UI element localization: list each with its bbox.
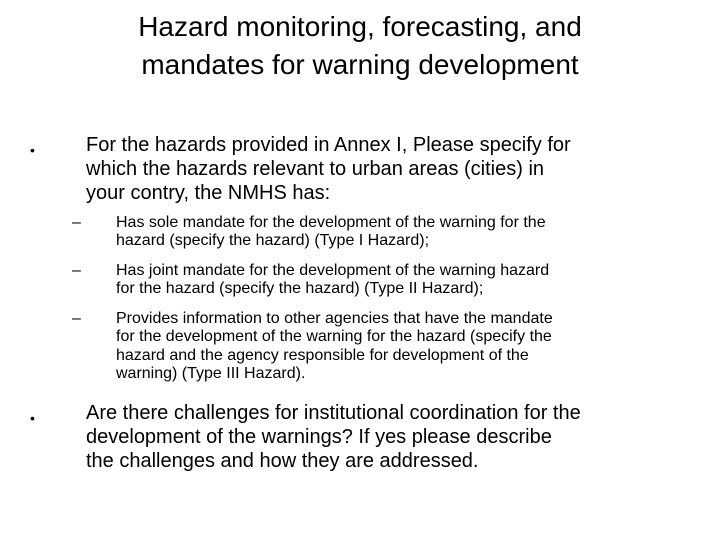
bullet-marker: • — [30, 142, 35, 158]
sub-bullet-text — [116, 262, 706, 299]
bullet-text-line: the challenges and how they are addressed. — [86, 450, 479, 472]
sub-bullet-text-line: hazard (specify the hazard) (Type I Hazard); — [116, 232, 430, 250]
sub-bullet-text-line: for the development of the warning for the hazard (specify the — [116, 328, 552, 346]
sub-bullet-marker: – — [72, 262, 81, 279]
sub-bullet-text-line: hazard and the agency responsible for development of the — [116, 346, 529, 364]
sub-bullet-text-line: Has sole mandate for the development of the warning for the — [116, 214, 546, 231]
sub-bullet-text-line: Has joint mandate for the development of the warning hazard — [116, 262, 550, 279]
slide-title-line: mandates for warning development — [141, 49, 579, 80]
sub-bullet-marker: – — [72, 214, 81, 231]
sub-bullet-marker: – — [72, 310, 81, 327]
sub-bullet-text-line: warning) (Type III Hazard). — [116, 364, 306, 382]
bullet-text — [86, 133, 716, 205]
bullet-text-line: development of the warnings? If yes please describe — [86, 426, 552, 448]
bullet-text-line: Are there challenges for institutional coordination for the — [86, 402, 581, 424]
sub-bullet-text — [116, 310, 706, 383]
sub-bullet-text-line: Provides information to other agencies that have the mandate — [116, 310, 553, 327]
sub-bullet-text — [116, 214, 706, 251]
slide-title-line: Hazard monitoring, forecasting, and — [138, 11, 582, 42]
slide-title — [40, 8, 680, 84]
sub-bullet-text-line: for the hazard (specify the hazard) (Type II Hazard); — [116, 280, 484, 298]
bullet-text-line: which the hazards relevant to urban areas (cities) in — [86, 158, 545, 180]
bullet-text — [86, 401, 716, 473]
bullet-marker: • — [30, 410, 35, 426]
bullet-text-line: your contry, the NMHS has: — [86, 182, 331, 204]
bullet-text-line: For the hazards provided in Annex I, Please specify for — [86, 134, 571, 156]
